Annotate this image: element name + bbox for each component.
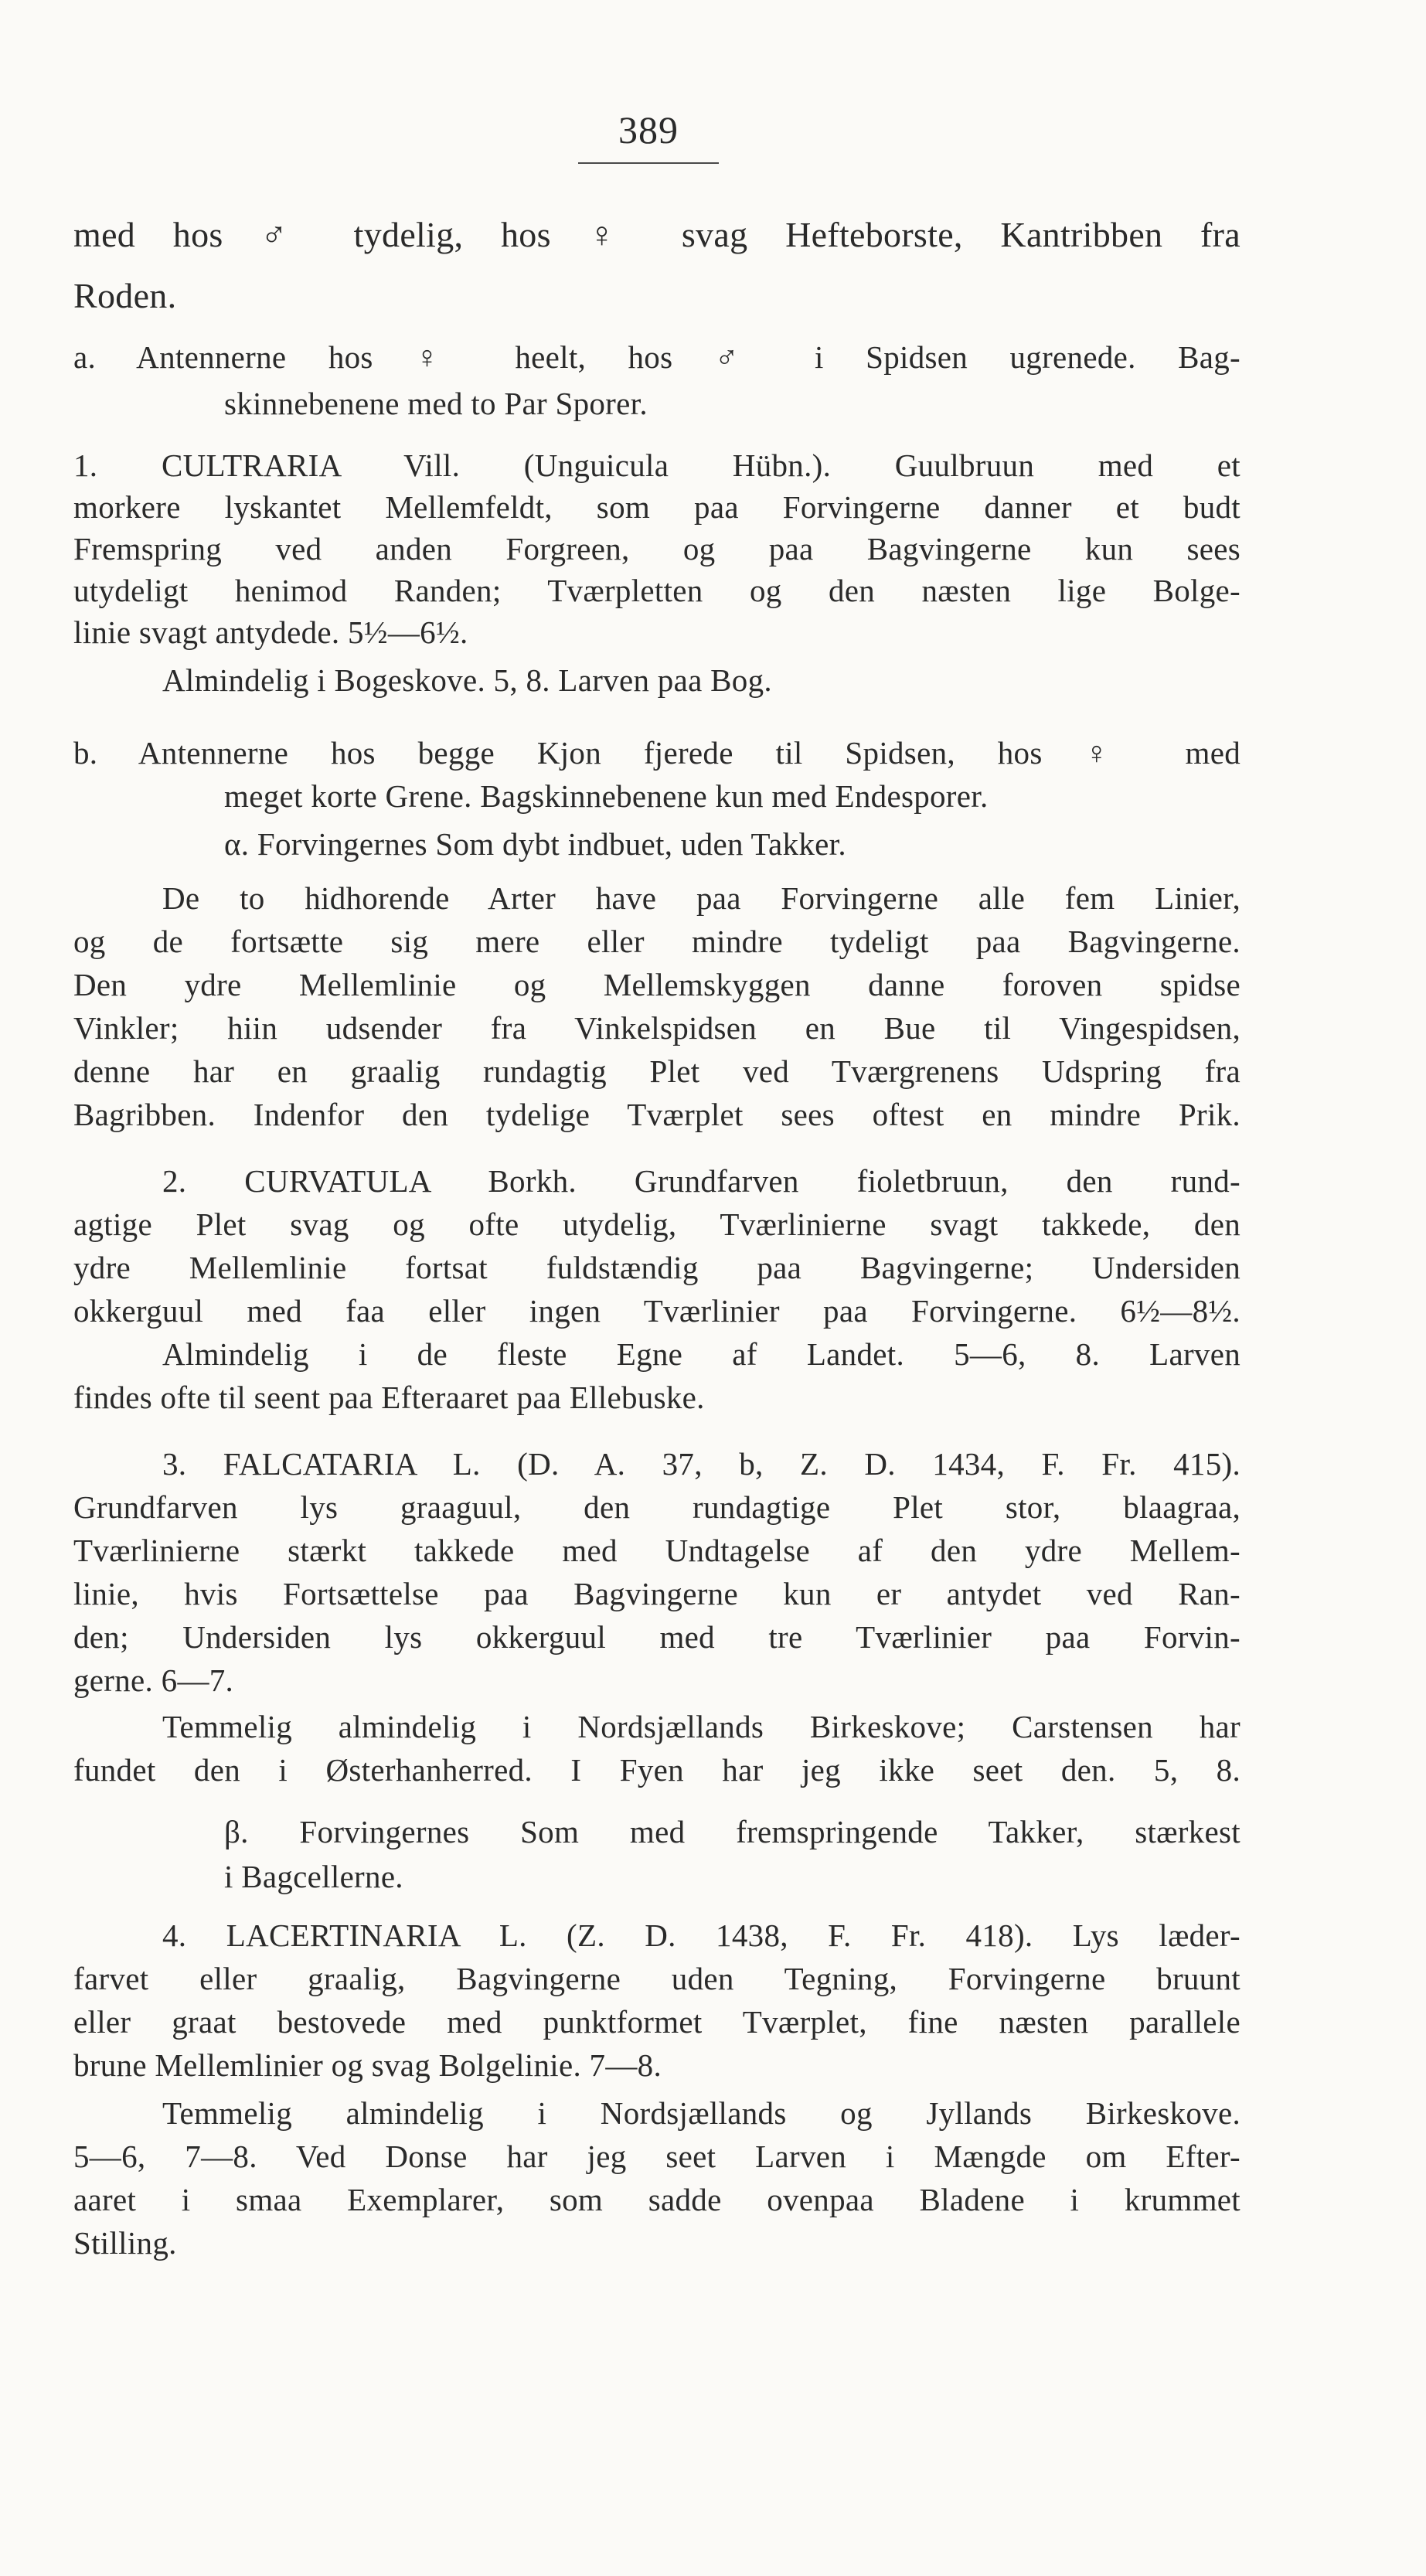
page-number: 389 — [618, 108, 679, 151]
text-line-l28: Tværlinierne stærkt takkede med Undtagelse af den ydre Mellem- — [73, 1533, 1241, 1568]
text-line-l32: Temmelig almindelig i Nordsjællands Birkeskove; Carstensen har — [162, 1709, 1241, 1744]
text-line-l18: denne har en graalig rundagtig Plet ved Tværgrenens Udspring fra — [73, 1053, 1241, 1089]
text-line-l35: i Bagcellerne. — [224, 1859, 403, 1894]
text-line-l25: findes ofte til seent paa Efteraaret paa Ellebuske. — [73, 1380, 705, 1415]
text-line-l33: fundet den i Østerhanherred. I Fyen har jeg ikke seet den. 5, 8. — [73, 1752, 1241, 1788]
text-line-l26: 3. FALCATARIA L. (D. A. 37, b, Z. D. 1434, F. Fr. 415). — [162, 1446, 1241, 1482]
text-line-l03: a. Antennerne hos ♀ heelt, hos ♂ i Spidsen ugrenede. Bag- — [73, 339, 1241, 375]
text-line-l42: aaret i smaa Exemplarer, som sadde ovenpaa Bladene i krummet — [73, 2182, 1241, 2217]
text-line-l02: Roden. — [73, 276, 177, 315]
text-line-l37: farvet eller graalig, Bagvingerne uden Tegning, Forvingerne bruunt — [73, 1961, 1241, 1996]
text-line-l43: Stilling. — [73, 2225, 177, 2261]
text-line-l38: eller graat bestovede med punktformet Tværplet, fine næsten parallele — [73, 2004, 1241, 2040]
text-line-l29: linie, hvis Fortsættelse paa Bagvingerne kun er antydet ved Ran- — [73, 1576, 1241, 1611]
text-line-l27: Grundfarven lys graaguul, den rundagtige Plet stor, blaagraa, — [73, 1489, 1241, 1525]
text-line-l17: Vinkler; hiin udsender fra Vinkelspidsen en Bue til Vingespidsen, — [73, 1010, 1241, 1046]
text-line-l14: De to hidhorende Arter have paa Forvingerne alle fem Linier, — [162, 880, 1241, 916]
text-line-l23: okkerguul med faa eller ingen Tværlinier paa Forvingerne. 6½—8½. — [73, 1293, 1241, 1329]
text-line-l31: gerne. 6—7. — [73, 1662, 234, 1698]
text-line-l21: agtige Plet svag og ofte utydelig, Tværlinierne svagt takkede, den — [73, 1206, 1241, 1242]
text-line-l04: skinnebenene med to Par Sporer. — [224, 386, 648, 421]
text-line-l22: ydre Mellemlinie fortsat fuldstændig paa Bagvingerne; Undersiden — [73, 1250, 1241, 1285]
text-line-l01: med hos ♂ tydelig, hos ♀ svag Hefteborste, Kantribben fra — [73, 215, 1241, 254]
text-line-l09: linie svagt antydede. 5½—6½. — [73, 614, 468, 650]
text-line-l16: Den ydre Mellemlinie og Mellemskyggen danne foroven spidse — [73, 967, 1241, 1002]
text-line-l06: morkere lyskantet Mellemfeldt, som paa Forvingerne danner et budt — [73, 489, 1241, 525]
text-line-l05: 1. CULTRARIA Vill. (Unguicula Hübn.). Guulbruun med et — [73, 447, 1241, 483]
text-line-l12: meget korte Grene. Bagskinnebenene kun med Endesporer. — [224, 778, 989, 814]
text-line-l11: b. Antennerne hos begge Kjon fjerede til Spidsen, hos ♀ med — [73, 735, 1241, 771]
text-line-l39: brune Mellemlinier og svag Bolgelinie. 7—8. — [73, 2047, 662, 2083]
text-line-l30: den; Undersiden lys okkerguul med tre Tværlinier paa Forvin- — [73, 1619, 1241, 1655]
text-line-l13: α. Forvingernes Som dybt indbuet, uden Takker. — [224, 826, 846, 862]
text-line-l40: Temmelig almindelig i Nordsjællands og Jyllands Birkeskove. — [162, 2095, 1241, 2131]
text-line-l24: Almindelig i de fleste Egne af Landet. 5—6, 8. Larven — [162, 1336, 1241, 1372]
text-line-l41: 5—6, 7—8. Ved Donse har jeg seet Larven i Mængde om Efter- — [73, 2139, 1241, 2174]
text-line-l20: 2. CURVATULA Borkh. Grundfarven fioletbruun, den rund- — [162, 1163, 1241, 1199]
text-line-l15: og de fortsætte sig mere eller mindre tydeligt paa Bagvingerne. — [73, 924, 1241, 959]
text-line-l34: β. Forvingernes Som med fremspringende Takker, stærkest — [224, 1814, 1241, 1849]
text-line-l36: 4. LACERTINARIA L. (Z. D. 1438, F. Fr. 418). Lys læder- — [162, 1918, 1241, 1953]
header-rule — [578, 162, 719, 164]
text-line-l19: Bagribben. Indenfor den tydelige Tværplet sees oftest en mindre Prik. — [73, 1097, 1241, 1132]
text-line-l07: Fremspring ved anden Forgreen, og paa Bagvingerne kun sees — [73, 531, 1241, 567]
text-line-l10: Almindelig i Bogeskove. 5, 8. Larven paa Bog. — [162, 662, 772, 698]
text-line-l08: utydeligt henimod Randen; Tværpletten og den næsten lige Bolge- — [73, 573, 1241, 608]
